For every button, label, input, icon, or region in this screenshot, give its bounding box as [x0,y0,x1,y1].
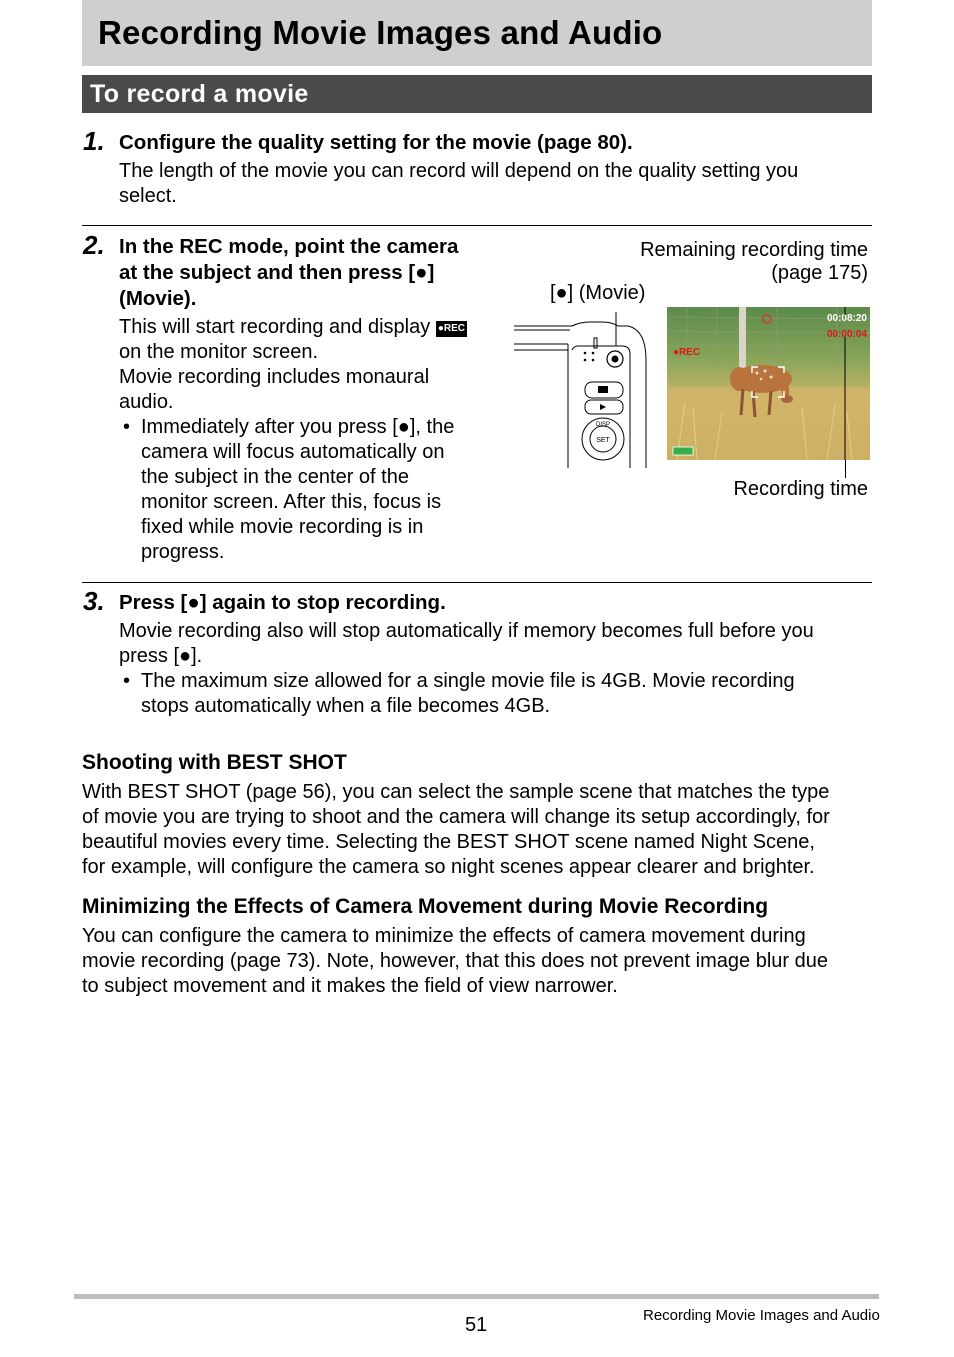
bullet-icon: • [123,670,131,692]
step-2-heading-line: (Movie). [119,287,197,310]
remaining-time-label-line: Remaining recording time [640,239,868,261]
step-2-body-line: audio. [119,391,174,413]
minimizing-body [82,924,872,999]
minimizing-line: movie recording (page 73). Note, however, that this does not prevent image blur due [82,950,828,972]
minimizing-line: to subject movement and it makes the field of view narrower. [82,975,618,997]
best-shot-heading: Shooting with BEST SHOT [82,751,347,774]
title-bar [82,0,872,66]
rec-indicator: ●REC [673,347,701,358]
minimizing-line: You can configure the camera to minimize the effects of camera movement during [82,925,806,947]
step-3-bullet-line: stops automatically when a file becomes 4GB. [141,695,551,717]
remaining-time-label [600,239,868,285]
best-shot-line: With BEST SHOT (page 56), you can select the sample scene that matches the type [82,781,830,803]
monitor-screen-photo [667,307,870,460]
step-3-number: 3. [83,586,105,616]
step-3-body [119,619,869,669]
step-1-body-line: select. [119,185,177,207]
step-2-heading-line: In the REC mode, point the camera [119,235,459,258]
disp-label: DISP [595,422,611,428]
camera-back-illustration [510,300,655,470]
step-2-bullet-line: the subject in the center of the [141,466,409,488]
step-1-number: 1. [83,126,105,156]
step-2-bullet-line: progress. [141,541,225,563]
best-shot-line: beautiful movies every time. Selecting the BEST SHOT scene named Night Scene, [82,831,815,853]
leader-line [845,460,846,478]
page-title: Recording Movie Images and Audio [98,14,663,51]
movie-button-label: [●] (Movie) [550,282,646,304]
remaining-time-readout: 00:08:20 [826,313,867,324]
section-bar [82,75,872,113]
battery-icon [673,447,693,455]
remaining-time-label-line: (page 175) [771,262,868,284]
step-2-bullet-line: fixed while movie recording is in [141,516,424,538]
bullet-icon: • [123,416,131,438]
step-2-body-line: Movie recording includes monaural [119,366,430,388]
step-2-body-text: This will start recording and display [119,316,431,338]
best-shot-line: of movie you are trying to shoot and the camera will change its setup accordingly, for [82,806,830,828]
step-1-body [119,159,869,209]
divider [82,225,872,226]
step-3-bullet [119,669,869,719]
step-2-number: 2. [83,230,105,260]
step-1-heading: Configure the quality setting for the movie (page 80). [119,131,633,154]
step-2-body [119,315,499,415]
step-3-body-line: Movie recording also will stop automatically if memory becomes full before you [119,620,814,642]
step-3-heading: Press [●] again to stop recording. [119,591,446,614]
step-2-bullet-line: Immediately after you press [●], the [141,416,455,438]
recording-time-readout: 00:00:04 [826,329,867,340]
best-shot-line: for example, will configure the camera so night scenes appear clearer and brighter. [82,856,815,878]
footer-rule [74,1294,879,1299]
best-shot-body [82,780,872,880]
rec-icon: ●REC [436,321,467,337]
step-2-bullet [119,415,499,565]
section-title: To record a movie [90,80,309,108]
page-number: 51 [465,1314,488,1336]
step-2-body-line: on the monitor screen. [119,341,318,363]
step-3-bullet-line: The maximum size allowed for a single movie file is 4GB. Movie recording [141,670,795,692]
step-2-heading-line: at the subject and then press [●] [119,261,435,284]
set-label: SET [596,437,610,444]
step-2-heading [119,234,458,312]
running-title: Recording Movie Images and Audio [643,1307,880,1324]
step-2-body-line [119,315,499,340]
step-2-bullet-line: monitor screen. After this, focus is [141,491,442,513]
recording-time-label: Recording time [733,478,868,500]
step-3-body-line: press [●]. [119,645,203,667]
divider [82,582,872,583]
step-2-bullet-line: camera will focus automatically on [141,441,445,463]
step-1-body-line: The length of the movie you can record will depend on the quality setting you [119,160,799,182]
minimizing-heading: Minimizing the Effects of Camera Movement during Movie Recording [82,895,769,918]
